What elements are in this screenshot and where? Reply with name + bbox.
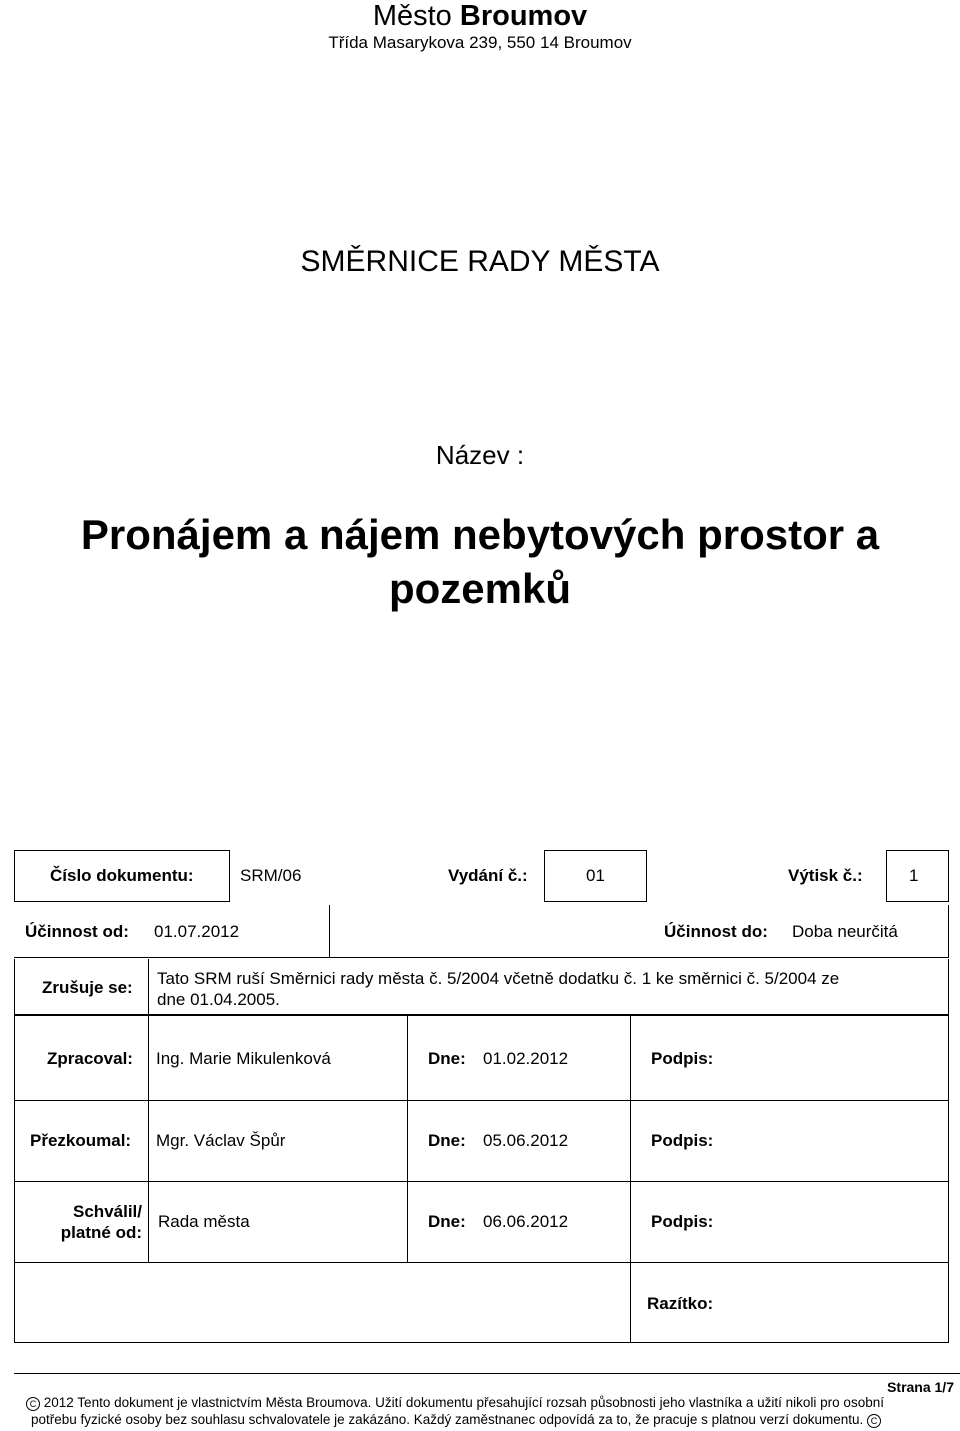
prezkoumal-value: Mgr. Václav Špůr — [156, 1131, 286, 1150]
document-name-line2: pozemků — [388, 565, 572, 612]
vydani-value: 01 — [586, 866, 605, 885]
table-border — [14, 1262, 949, 1263]
footer-divider — [14, 1373, 960, 1374]
document-name — [0, 508, 960, 616]
city-title — [0, 0, 960, 32]
footer-line2 — [31, 1411, 881, 1428]
ucinnost-do-value: Doba neurčitá — [792, 922, 898, 941]
zpracoval-podpis-label: Podpis: — [651, 1049, 714, 1068]
vytisk-value: 1 — [909, 866, 919, 885]
table-border — [14, 1016, 15, 1343]
prezkoumal-label: Přezkoumal: — [30, 1131, 132, 1150]
ucinnost-od-label: Účinnost od: — [25, 922, 129, 941]
city-address: Třída Masarykova 239, 550 14 Broumov — [328, 33, 632, 52]
table-border — [544, 850, 545, 902]
table-border — [14, 1342, 949, 1343]
zrusuje-line1: Tato SRM ruší Směrnici rady města č. 5/2004 včetně dodatku č. 1 ke směrnici č. 5/2004 ze — [157, 969, 840, 988]
zrusuje-label: Zrušuje se: — [42, 978, 133, 997]
table-border — [886, 850, 949, 851]
table-border — [14, 901, 230, 902]
table-border — [14, 850, 15, 902]
schvalil-dne-label: Dne: — [428, 1212, 466, 1231]
prezkoumal-podpis-label: Podpis: — [651, 1131, 714, 1150]
city-name: Broumov — [459, 0, 588, 32]
table-border — [14, 1181, 949, 1182]
zpracoval-dne-label-text: Dne: — [428, 1049, 466, 1068]
table-border — [229, 850, 230, 902]
cislo-label: Číslo dokumentu: — [50, 866, 194, 885]
schvalil-podpis-label: Podpis: — [651, 1212, 714, 1231]
prezkoumal-dne-value: 05.06.2012 — [483, 1131, 569, 1150]
vydani-label: Vydání č.: — [448, 866, 528, 885]
footer-line2-text: potřebu fyzické osoby bez souhlasu schvalovatele je zakázáno. Každý zaměstnanec odpovídá za to, že pracuje s platnou verzí dokumentu. — [31, 1412, 864, 1427]
table-border — [948, 1016, 949, 1343]
page-number: Strana 1/7 — [887, 1379, 954, 1395]
city-prefix: Město — [372, 0, 452, 32]
table-border — [329, 905, 330, 958]
table-border — [14, 1014, 949, 1016]
prezkoumal-dne-label: Dne: — [428, 1131, 466, 1150]
zrusuje-line2: dne 01.04.2005. — [157, 990, 280, 1009]
razitko-label: Razítko: — [647, 1294, 714, 1313]
table-border — [148, 959, 149, 1015]
copyright-icon: C — [867, 1414, 881, 1428]
table-border — [407, 1016, 408, 1263]
table-border — [948, 905, 949, 958]
schvalil-dne-value: 06.06.2012 — [483, 1212, 569, 1231]
document-name-label: Název : — [435, 440, 525, 470]
table-border — [14, 1100, 949, 1101]
schvalil-label-line1: Schválil/ — [73, 1202, 142, 1221]
table-border — [948, 850, 949, 902]
table-border — [544, 850, 647, 851]
zpracoval-dne-value: 01.02.2012 — [483, 1049, 569, 1068]
table-border — [14, 959, 15, 1015]
copyright-icon: C — [26, 1397, 40, 1411]
document-type: SMĚRNICE RADY MĚSTA — [300, 245, 660, 278]
table-border — [630, 1016, 631, 1343]
table-border — [148, 1016, 149, 1263]
table-border — [948, 959, 949, 1015]
vytisk-label: Výtisk č.: — [788, 866, 863, 885]
table-border — [886, 850, 887, 902]
table-border — [886, 901, 949, 902]
footer-line1 — [26, 1394, 884, 1411]
document-name-line1: Pronájem a nájem nebytových prostor a — [80, 511, 880, 558]
footer-line1-text: 2012 Tento dokument je vlastnictvím Města Broumova. Užití dokumentu přesahující rozsah působnosti jeho vlastníka a užití nikoli pro osobní — [43, 1395, 884, 1410]
zpracoval-dne-label — [428, 1049, 466, 1069]
schvalil-label-line2: platné od: — [60, 1223, 142, 1242]
table-border — [14, 957, 949, 958]
ucinnost-od-value: 01.07.2012 — [154, 922, 240, 941]
schvalil-value: Rada města — [158, 1212, 250, 1231]
zpracoval-value: Ing. Marie Mikulenková — [156, 1049, 331, 1068]
table-border — [646, 850, 647, 902]
ucinnost-do-label: Účinnost do: — [664, 922, 768, 941]
zpracoval-label: Zpracoval: — [47, 1049, 133, 1068]
cislo-value: SRM/06 — [240, 866, 302, 885]
table-border — [14, 850, 230, 851]
table-border — [544, 901, 647, 902]
